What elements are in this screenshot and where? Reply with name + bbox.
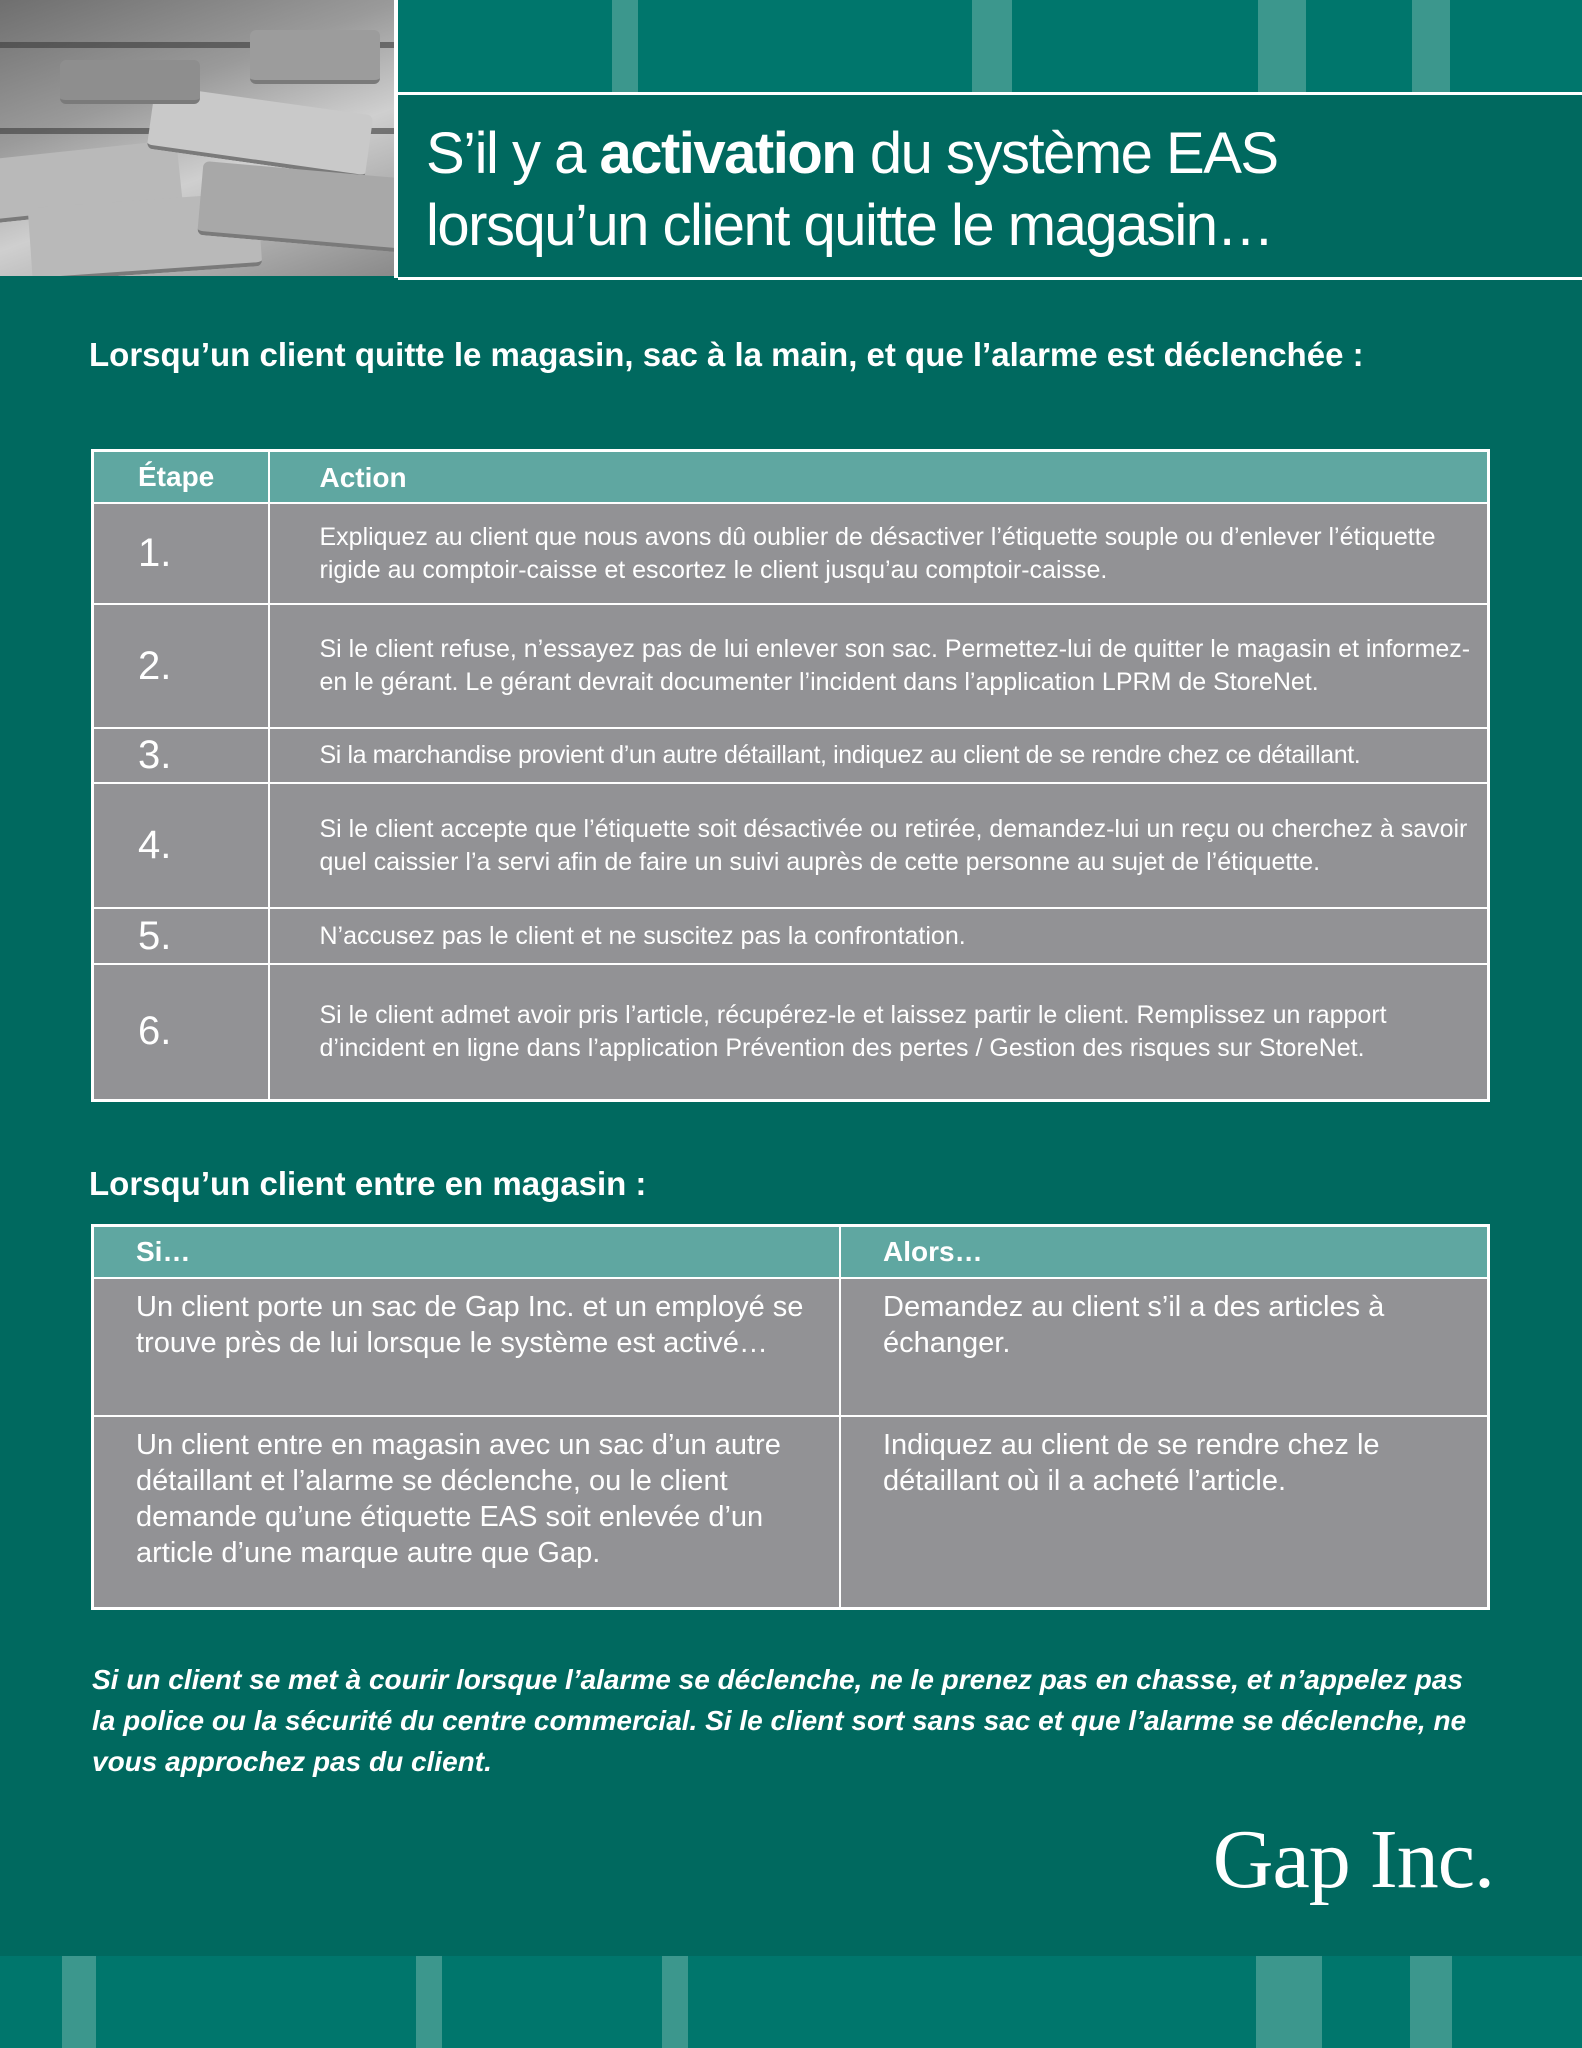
step-action: Expliquez au client que nous avons dû oublier de désactiver l’étiquette souple ou d’enlever l’étiquette rigide au comptoir-caisse et escortez le client jusqu’au comptoir-caisse. (269, 503, 1489, 604)
table-header-row (93, 451, 1489, 504)
folded-shirt (60, 60, 200, 104)
clothing-shelf-photo (0, 0, 394, 276)
title-line-1 (426, 121, 1278, 186)
table-row (93, 1416, 1489, 1608)
table-header-row (93, 1226, 1489, 1279)
folded-shirt (250, 30, 380, 84)
table-row (93, 908, 1489, 964)
step-action: Si la marchandise provient d’un autre détaillant, indiquez au client de se rendre chez ce détaillant. (269, 728, 1489, 783)
condition-cell: Un client porte un sac de Gap Inc. et un employé se trouve près de lui lorsque le système est activé… (93, 1278, 841, 1416)
step-number: 4. (93, 783, 269, 908)
warning-note: Si un client se met à courir lorsque l’alarme se déclenche, ne le prenez pas en chasse, et n’appelez pas la police ou la sécurité du centre commercial. Si le client sort sans sac et que l’alarme se déclenche, ne vous approchez pas du client. (92, 1664, 1467, 1777)
stripe (612, 0, 638, 92)
stripe (62, 1956, 96, 2048)
step-number: 2. (93, 604, 269, 728)
gap-inc-logo: Gap Inc. (1212, 1813, 1494, 1906)
step-number: 6. (93, 964, 269, 1100)
stripe (1258, 0, 1306, 92)
table-row (93, 728, 1489, 783)
title-emphasis: activation (599, 121, 856, 186)
column-header-then: Alors… (840, 1226, 1489, 1279)
column-header-step: Étape (93, 451, 269, 504)
column-header-if: Si… (93, 1226, 841, 1279)
steps-table (91, 449, 1490, 1102)
stripe (1410, 1956, 1452, 2048)
column-header-action: Action (269, 451, 1489, 504)
table-row (93, 604, 1489, 728)
stripe (416, 1956, 442, 2048)
stripe (1412, 0, 1450, 92)
table-row (93, 503, 1489, 604)
bottom-stripe-band (0, 1956, 1582, 2048)
section2-heading: Lorsqu’un client entre en magasin : (89, 1165, 647, 1202)
table-row (93, 964, 1489, 1100)
step-action: N’accusez pas le client et ne suscitez pas la confrontation. (269, 908, 1489, 964)
stripe (1256, 1956, 1322, 2048)
title-text: du système EAS (855, 121, 1278, 186)
step-number: 3. (93, 728, 269, 783)
title-line-2: lorsqu’un client quitte le magasin… (426, 193, 1273, 258)
conditions-table (91, 1224, 1490, 1610)
condition-cell: Un client entre en magasin avec un sac d’un autre détaillant et l’alarme se déclenche, ou le client demande qu’une étiquette EAS soit enlevée d’un article d’une marque autre que Gap. (93, 1416, 841, 1608)
table-row (93, 1278, 1489, 1416)
step-action: Si le client refuse, n’essayez pas de lui enlever son sac. Permettez-lui de quitter le magasin et informez-en le gérant. Le gérant devrait documenter l’incident dans l’application LPRM de StoreNet. (269, 604, 1489, 728)
step-number: 5. (93, 908, 269, 964)
title-band (398, 92, 1582, 280)
response-cell: Demandez au client s’il a des articles à échanger. (840, 1278, 1489, 1416)
title-text: S’il y a (426, 121, 600, 186)
response-cell: Indiquez au client de se rendre chez le détaillant où il a acheté l’article. (840, 1416, 1489, 1608)
stripe (972, 0, 1012, 92)
stripe (662, 1956, 688, 2048)
section1-heading: Lorsqu’un client quitte le magasin, sac à la main, et que l’alarme est déclenchée : (89, 336, 1364, 373)
table-row (93, 783, 1489, 908)
step-action: Si le client admet avoir pris l’article, récupérez-le et laissez partir le client. Remplissez un rapport d’incident en ligne dans l’application Prévention des pertes / Gestion des risques sur StoreNet. (269, 964, 1489, 1100)
step-number: 1. (93, 503, 269, 604)
step-action: Si le client accepte que l’étiquette soit désactivée ou retirée, demandez-lui un reçu ou cherchez à savoir quel caissier l’a servi afin de faire un suivi auprès de cette personne au sujet de l’étiquette. (269, 783, 1489, 908)
